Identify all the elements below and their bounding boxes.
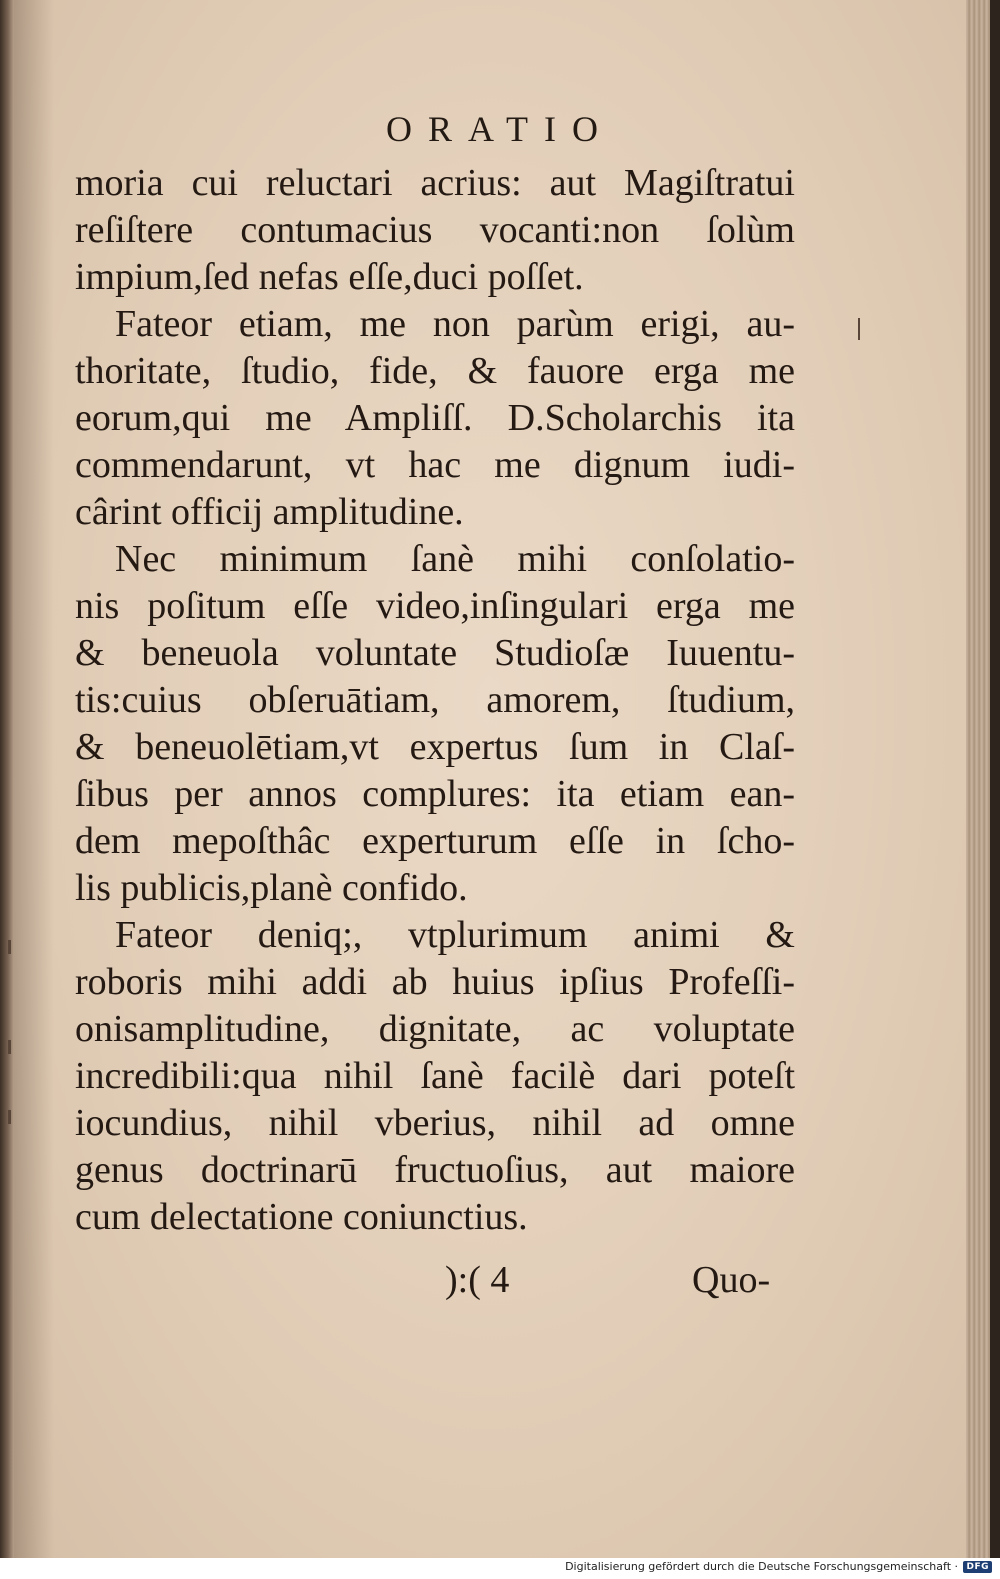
text-line: incredibili:qua nihil ſanè facilè dari poteſt xyxy=(75,1055,795,1097)
margin-speck xyxy=(8,940,11,954)
text-line: dem mepoſthâc experturum eſſe in ſcho- xyxy=(75,820,795,862)
text-line: ſibus per annos complures: ita etiam ean- xyxy=(75,773,795,815)
digitization-footer xyxy=(0,1558,1000,1579)
text-line: Fateor deniq;, vtplurimum animi & xyxy=(115,914,795,956)
text-line: iocundius, nihil vberius, nihil ad omne xyxy=(75,1102,795,1144)
text-line: onisamplitudine, dignitate, ac voluptate xyxy=(75,1008,795,1050)
text-line: & beneuolētiam,vt expertus ſum in Claſ- xyxy=(75,726,795,768)
signature-mark: ):( 4 xyxy=(445,1259,510,1301)
funding-credit: Digitalisierung gefördert durch die Deutsche Forschungsgemeinschaft · xyxy=(565,1560,958,1573)
running-head: ORATIO xyxy=(386,109,614,149)
text-line: roboris mihi addi ab huius ipſius Profeſſi- xyxy=(75,961,795,1003)
text-line: impium,ſed nefas eſſe,duci poſſet. xyxy=(75,256,584,298)
book-outer-edge xyxy=(990,0,1000,1558)
dfg-logo: DFG xyxy=(963,1561,992,1573)
text-line: Nec minimum ſanè mihi conſolatio- xyxy=(115,538,795,580)
catchword: Quo- xyxy=(692,1259,771,1301)
text-line: cum delectatione coniunctius. xyxy=(75,1196,528,1238)
text-line: nis poſitum eſſe video,inſingulari erga me xyxy=(75,585,795,627)
text-line: & beneuola voluntate Studioſæ Iuuentu- xyxy=(75,632,795,674)
text-line: lis publicis,planè confido. xyxy=(75,867,468,909)
page-foot xyxy=(0,1258,1000,1308)
margin-speck xyxy=(8,1110,11,1124)
text-line: Fateor etiam, me non parùm erigi, au- xyxy=(115,303,795,345)
text-line: genus doctrinarū fructuoſius, aut maiore xyxy=(75,1149,795,1191)
text-line: reſiſtere contumacius vocanti:non ſolùm xyxy=(75,209,795,251)
text-line: tis:cuius obſeruātiam, amorem, ſtudium, xyxy=(75,679,795,721)
book-gutter-edge xyxy=(0,0,14,1558)
margin-speck xyxy=(8,1040,11,1054)
body-text xyxy=(75,160,795,1241)
text-line: thoritate, ſtudio, fide, & fauore erga me xyxy=(75,350,795,392)
gutter-shadow xyxy=(14,0,54,1558)
text-line: eorum,qui me Ampliſſ. D.Scholarchis ita xyxy=(75,397,795,439)
text-line: cârint officij amplitudine. xyxy=(75,491,464,533)
text-line: moria cui reluctari acrius: aut Magiſtratui xyxy=(75,162,795,204)
margin-speck xyxy=(858,318,860,340)
text-line: commendarunt, vt hac me dignum iudi- xyxy=(75,444,795,486)
